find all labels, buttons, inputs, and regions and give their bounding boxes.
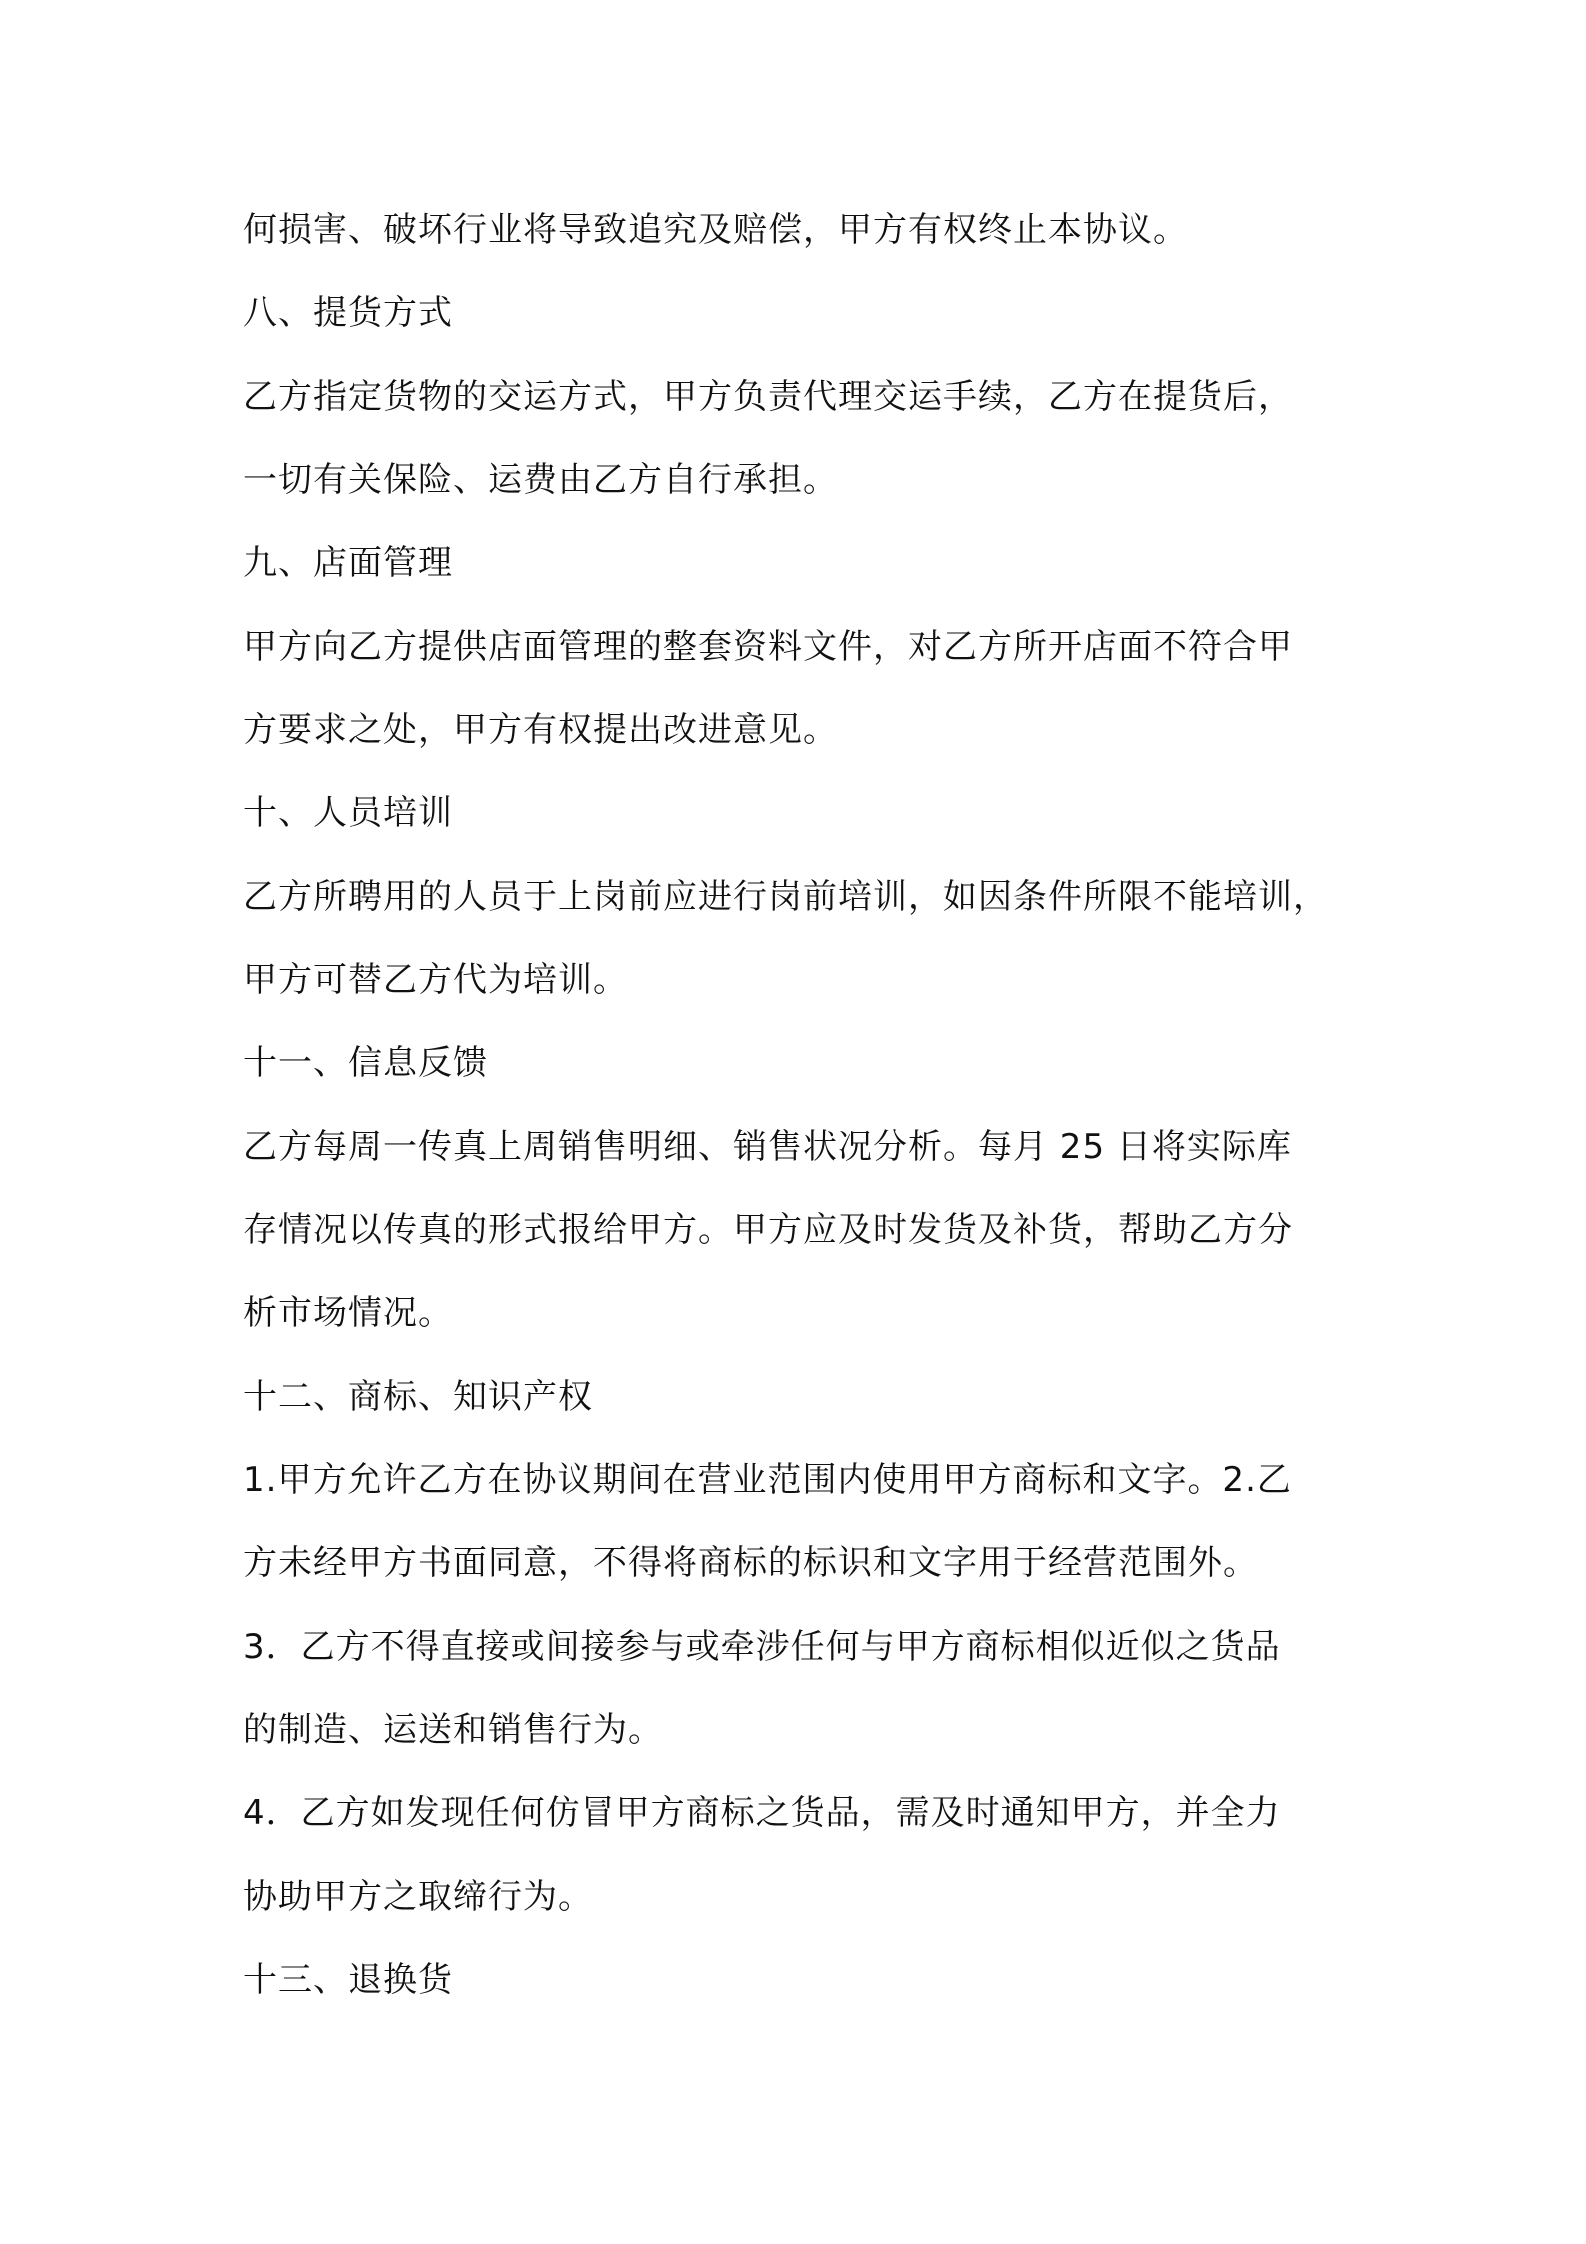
text-line: 乙方指定货物的交运方式，甲方负责代理交运手续，乙方在提货后， [243, 377, 1293, 417]
text-line: 3．乙方不得直接或间接参与或牵涉任何与甲方商标相似近似之货品 [243, 1627, 1281, 1667]
text-line: 方要求之处，甲方有权提出改进意见。 [243, 710, 838, 750]
section-heading: 十一、信息反馈 [243, 1043, 488, 1083]
text-line: 存情况以传真的形式报给甲方。甲方应及时发货及补货，帮助乙方分 [243, 1210, 1293, 1250]
text-line: 析市场情况。 [243, 1293, 453, 1333]
section-heading: 九、店面管理 [243, 543, 453, 583]
text-line: 甲方向乙方提供店面管理的整套资料文件，对乙方所开店面不符合甲 [243, 627, 1293, 667]
text-line: 4．乙方如发现任何仿冒甲方商标之货品，需及时通知甲方，并全力 [243, 1793, 1281, 1833]
section-heading: 十二、商标、知识产权 [243, 1377, 593, 1417]
text-line: 协助甲方之取缔行为。 [243, 1877, 593, 1917]
text-line: 1.甲方允许乙方在协议期间在营业范围内使用甲方商标和文字。2.乙 [243, 1460, 1292, 1500]
section-heading: 八、提货方式 [243, 293, 453, 333]
text-line: 何损害、破坏行业将导致追究及赔偿，甲方有权终止本协议。 [243, 210, 1188, 250]
text-line: 乙方每周一传真上周销售明细、销售状况分析。每月 25 日将实际库 [243, 1127, 1292, 1167]
text-line: 一切有关保险、运费由乙方自行承担。 [243, 460, 838, 500]
text-line: 的制造、运送和销售行为。 [243, 1710, 663, 1750]
text-line: 甲方可替乙方代为培训。 [243, 960, 628, 1000]
section-heading: 十三、退换货 [243, 1960, 453, 2000]
text-line: 方未经甲方书面同意，不得将商标的标识和文字用于经营范围外。 [243, 1543, 1258, 1583]
section-heading: 十、人员培训 [243, 793, 453, 833]
text-line: 乙方所聘用的人员于上岗前应进行岗前培训，如因条件所限不能培训， [243, 877, 1328, 917]
